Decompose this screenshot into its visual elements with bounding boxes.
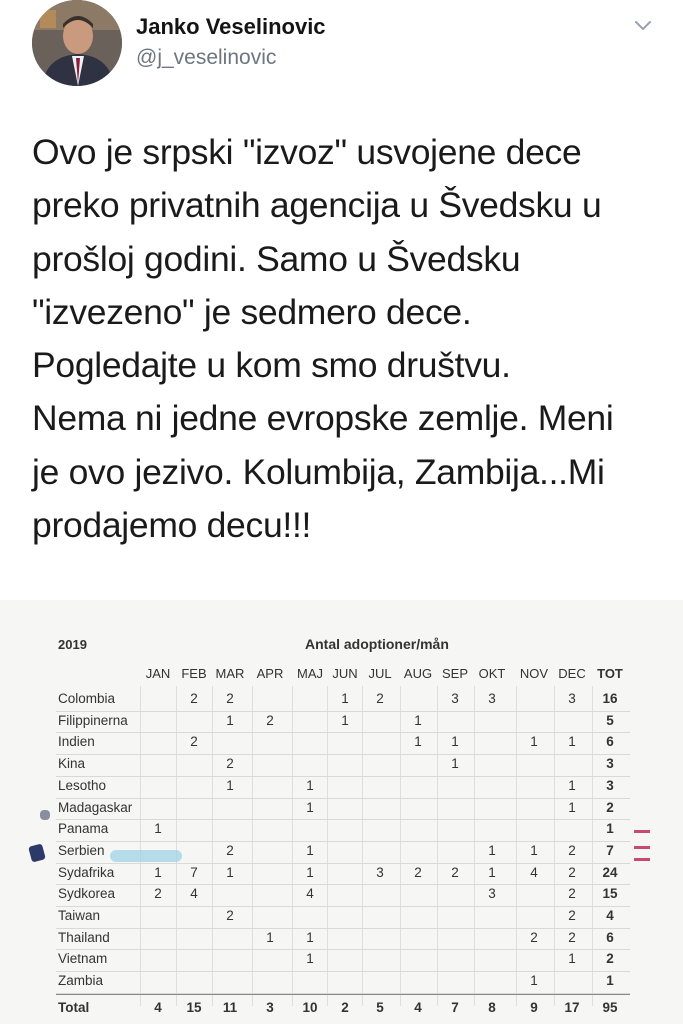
table-cell: 1: [154, 864, 162, 880]
total-cell: 9: [530, 999, 538, 1015]
table-cell: 1: [341, 712, 349, 728]
table-cell: 2: [266, 712, 274, 728]
user-handle[interactable]: @j_veselinovic: [136, 46, 277, 69]
table-cell: 4: [190, 886, 198, 902]
table-cell: 1: [568, 799, 576, 815]
grid-line: [327, 686, 328, 1006]
table-cell: 1: [606, 821, 614, 837]
column-header: JUN: [332, 666, 358, 681]
table-cell: 2: [606, 951, 614, 967]
grid-line: [400, 686, 401, 1006]
total-cell: 11: [222, 999, 238, 1015]
table-cell: 1: [451, 756, 459, 772]
row-label: Sydafrika: [58, 864, 115, 880]
grid-line: [56, 754, 630, 755]
table-cell: 1: [488, 842, 496, 858]
table-cell: 6: [606, 734, 614, 750]
table-cell: 1: [266, 929, 274, 945]
grid-line: [362, 686, 363, 1006]
avatar[interactable]: [32, 0, 122, 86]
table-cell: 2: [414, 864, 422, 880]
row-label: Lesotho: [58, 777, 107, 793]
table-cell: 1: [306, 777, 314, 793]
table-cell: 2: [568, 908, 576, 923]
tweet-line: Ovo je srpski "izvoz" usvojene dece: [32, 132, 582, 172]
column-header: SEP: [441, 666, 468, 681]
table-cell: 1: [488, 864, 496, 880]
grid-line: [56, 819, 630, 820]
profile-photo: [32, 0, 122, 86]
table-cell: 1: [306, 842, 314, 858]
row-label: Vietnam: [58, 951, 108, 967]
table-cell: 1: [226, 777, 234, 793]
grid-line: [56, 863, 630, 864]
row-label: Taiwan: [58, 908, 101, 923]
grid-line: [592, 686, 593, 1006]
column-header: OKT: [478, 666, 506, 681]
column-header: MAJ: [297, 666, 323, 681]
grid-line: [56, 732, 630, 733]
chevron-down-icon[interactable]: [632, 14, 654, 36]
table-cell: 2: [226, 908, 234, 923]
display-name[interactable]: Janko Veselinovic: [136, 14, 326, 39]
table-cell: 2: [530, 929, 538, 945]
column-header: NOV: [519, 666, 549, 681]
total-cell: 10: [302, 999, 318, 1015]
row-label: Colombia: [58, 691, 116, 706]
grid-line: [437, 686, 438, 1006]
grid-line: [56, 906, 630, 907]
tweet-line: Nema ni jedne evropske zemlje. Meni: [32, 398, 614, 439]
column-header: MAR: [215, 666, 245, 681]
column-header: JUL: [368, 666, 392, 681]
table-year: 2019: [58, 637, 87, 652]
table-cell: 2: [226, 691, 234, 706]
table-cell: 1: [530, 973, 538, 989]
column-header: DEC: [558, 666, 586, 681]
table-cell: 2: [606, 799, 614, 815]
table-cell: 16: [602, 691, 618, 706]
grid-line: [176, 686, 177, 1006]
table-cell: 2: [226, 842, 234, 858]
table-cell: 1: [306, 864, 314, 880]
table-cell: 1: [451, 734, 459, 750]
table-cell: 5: [606, 712, 614, 728]
total-line: [56, 994, 630, 995]
table-cell: 1: [414, 734, 422, 750]
grid-line: [212, 686, 213, 1006]
table-cell: 6: [606, 929, 614, 945]
tweet-line: je ovo jezivo. Kolumbija, Zambija...Mi: [32, 451, 605, 492]
grid-line: [56, 971, 630, 972]
table-cell: 1: [306, 929, 314, 945]
table-cell: 7: [190, 864, 198, 880]
table-cell: 4: [606, 908, 614, 923]
grid-line: [56, 798, 630, 799]
grid-line: [140, 686, 141, 1006]
total-cell: 3: [266, 999, 274, 1015]
grid-line: [56, 776, 630, 777]
table-cell: 1: [306, 951, 314, 967]
total-cell: 2: [341, 999, 349, 1015]
row-label: Serbien: [58, 842, 105, 858]
row-label: Thailand: [58, 929, 110, 945]
tweet-line: "izvezeno" je sedmero dece.: [32, 291, 472, 332]
table-cell: 4: [306, 886, 314, 902]
table-cell: 1: [568, 777, 576, 793]
table-cell: 3: [488, 691, 496, 706]
row-label: Sydkorea: [58, 886, 116, 902]
annotation-mark: [634, 858, 650, 861]
table-cell: 24: [602, 864, 618, 880]
table-cell: 1: [414, 712, 422, 728]
table-cell: 1: [154, 821, 162, 837]
total-cell: 7: [451, 999, 459, 1015]
tweet-text: [32, 126, 672, 552]
highlight-mark: [110, 850, 182, 862]
tweet-line: Pogledajte u kom smo društvu.: [32, 345, 511, 386]
column-header: APR: [256, 666, 284, 681]
grid-line: [56, 711, 630, 712]
table-cell: 2: [568, 929, 576, 945]
total-label: Total: [58, 999, 90, 1015]
row-label: Panama: [58, 821, 109, 837]
table-cell: 3: [488, 886, 496, 902]
total-cell: 5: [376, 999, 384, 1015]
table-cell: 1: [568, 734, 576, 750]
table-title: Antal adoptioner/mån: [305, 636, 449, 652]
table-cell: 1: [306, 799, 314, 815]
row-label: Kina: [58, 756, 86, 772]
table-cell: 3: [606, 756, 614, 772]
column-header: FEB: [181, 666, 207, 681]
annotation-mark: [634, 846, 650, 849]
row-label: Filippinerna: [58, 712, 128, 728]
annotation-mark: [634, 830, 650, 833]
column-header: AUG: [403, 666, 433, 681]
table-cell: 2: [568, 842, 576, 858]
row-label: Zambia: [58, 973, 104, 989]
table-cell: 1: [341, 691, 349, 706]
grid-line: [56, 841, 630, 842]
annotation-mark: [40, 810, 50, 820]
grid-line: [252, 686, 253, 1006]
row-label: Indien: [58, 734, 95, 750]
table-cell: 2: [376, 691, 384, 706]
column-header: JAN: [145, 666, 171, 681]
total-cell: 15: [186, 999, 202, 1015]
table-cell: 2: [226, 756, 234, 772]
grid-line: [474, 686, 475, 1006]
tweet-line: prodajemo decu!!!: [32, 505, 312, 546]
total-cell: 8: [488, 999, 496, 1015]
table-cell: 1: [606, 973, 614, 989]
grid-line: [554, 686, 555, 1006]
table-cell: 1: [530, 842, 538, 858]
grid-line: [56, 928, 630, 929]
table-cell: 3: [606, 777, 614, 793]
total-cell: 4: [414, 999, 422, 1015]
grid-line: [56, 884, 630, 885]
table-cell: 2: [568, 864, 576, 880]
table-cell: 4: [530, 864, 538, 880]
table-cell: 1: [226, 864, 234, 880]
table-cell: 2: [154, 886, 162, 902]
table-cell: 1: [530, 734, 538, 750]
row-label: Madagaskar: [58, 799, 133, 815]
table-cell: 1: [226, 712, 234, 728]
tweet-line: preko privatnih agencija u Švedsku u: [32, 185, 602, 226]
table-cell: 2: [190, 691, 198, 706]
grid-line: [516, 686, 517, 1006]
grid-line: [292, 686, 293, 1006]
table-cell: 3: [451, 691, 459, 706]
table-cell: 7: [606, 842, 614, 858]
column-header: TOT: [597, 666, 623, 681]
table-cell: 2: [568, 886, 576, 902]
tweet-header: [0, 0, 683, 100]
table-cell: 3: [376, 864, 384, 880]
tweet-line: prošloj godini. Samo u Švedsku: [32, 238, 521, 279]
table-cell: 15: [602, 886, 618, 902]
total-cell: 4: [154, 999, 162, 1015]
total-cell: 17: [564, 999, 580, 1015]
table-cell: 2: [451, 864, 459, 880]
table-cell: 1: [568, 951, 576, 967]
total-cell: 95: [602, 999, 618, 1015]
grid-line: [56, 949, 630, 950]
table-cell: 3: [568, 691, 576, 706]
table-cell: 2: [190, 734, 198, 750]
